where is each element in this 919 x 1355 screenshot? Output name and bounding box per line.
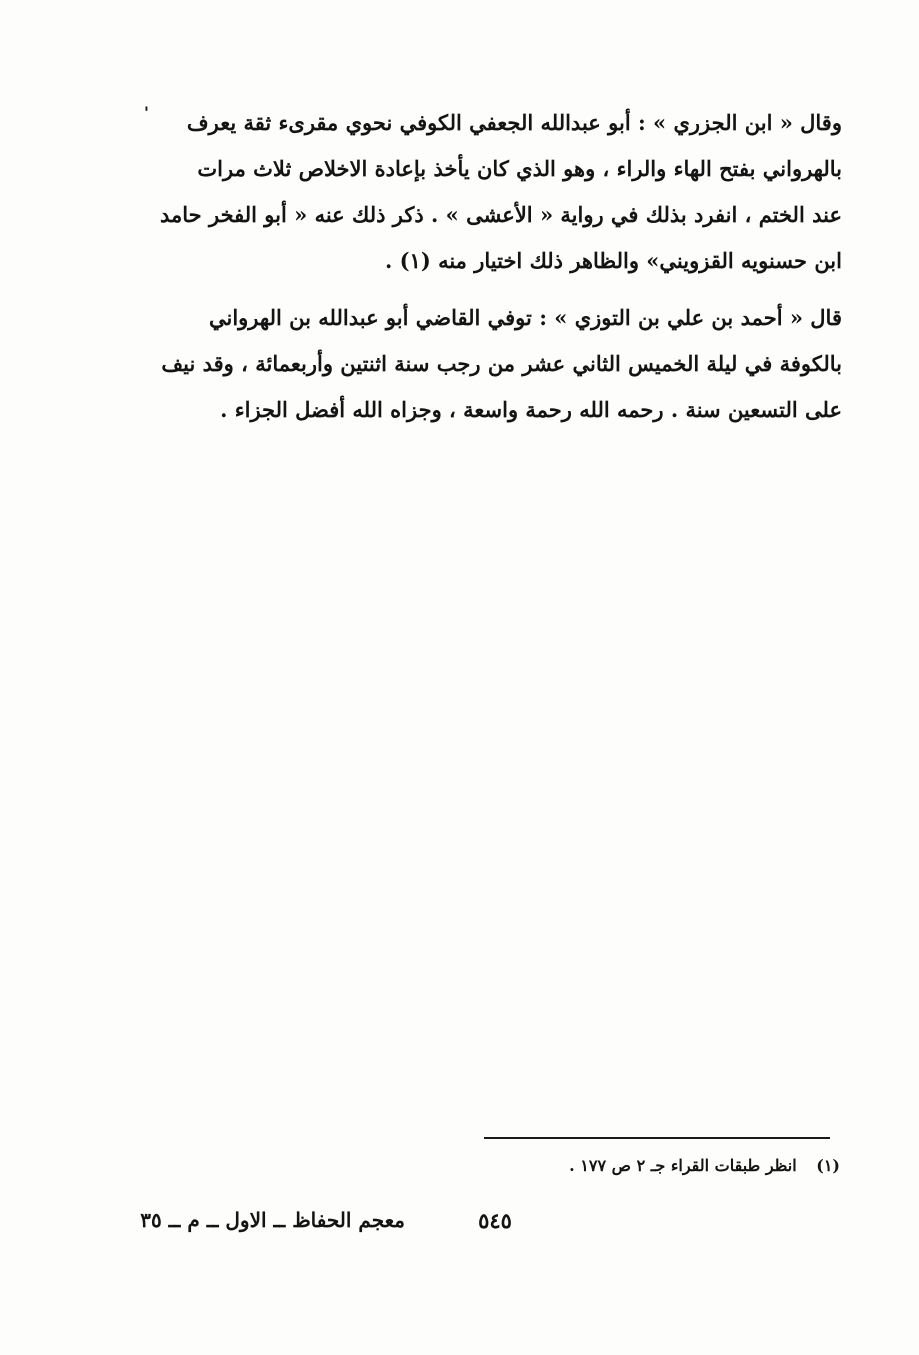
paragraph-ibn-al-jazari — [150, 100, 842, 284]
paragraph-line: بالهرواني بفتح الهاء والراء ، وهو الذي كان يأخذ بإعادة الاخلاص ثلاث مرات — [197, 156, 842, 181]
footnote-number: (١) — [816, 1156, 840, 1175]
paragraph-line: ابن حسنويه القزويني» والظاهر ذلك اختيار منه (١) . — [384, 248, 842, 273]
paragraph-line: قال « أحمد بن علي بن التوزي » : توفي القاضي أبو عبدالله بن الهرواني — [208, 305, 842, 330]
margin-dot: ' — [144, 103, 149, 122]
footnote-separator — [484, 1137, 830, 1139]
paragraph-ahmad-al-tawzi — [150, 295, 842, 433]
footnote — [440, 1153, 840, 1179]
running-footer-title: معجم الحفاظ ــ الاول ــ م ــ ٣٥ — [140, 1208, 405, 1232]
paragraph-line: بالكوفة في ليلة الخميس الثاني عشر من رجب سنة اثنتين وأربعمائة ، وقد نيف — [161, 351, 842, 376]
footnote-text: انظر طبقات القراء جـ ٢ ص ١٧٧ . — [569, 1156, 797, 1175]
paragraph-line: على التسعين سنة . رحمه الله رحمة واسعة ، وجزاه الله أفضل الجزاء . — [220, 397, 842, 422]
page-number: ٥٤٥ — [478, 1208, 512, 1233]
paragraph-line: عند الختم ، انفرد بذلك في رواية « الأعشى » . ذكر ذلك عنه « أبو الفخر حامد — [160, 202, 842, 227]
paragraph-line: وقال « ابن الجزري » : أبو عبدالله الجعفي الكوفي نحوي مقرىء ثقة يعرف — [186, 110, 842, 135]
